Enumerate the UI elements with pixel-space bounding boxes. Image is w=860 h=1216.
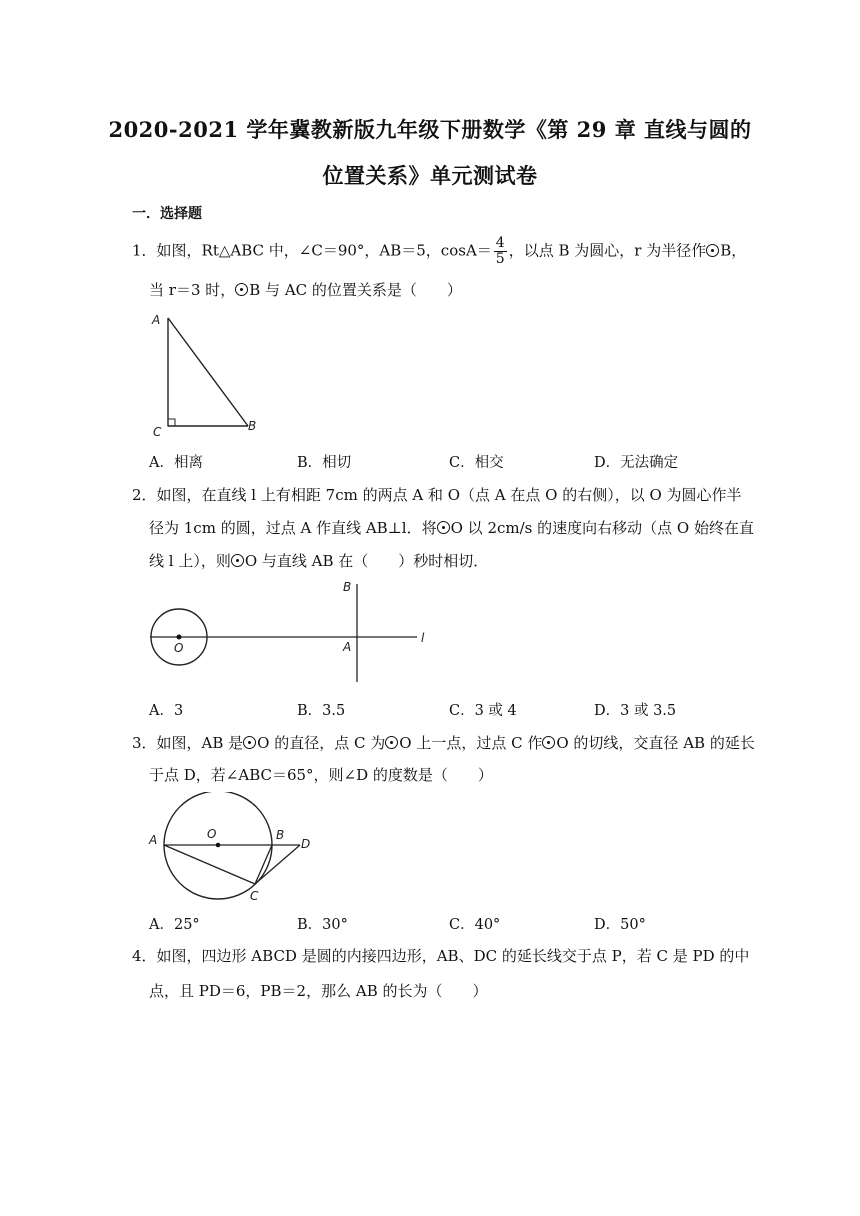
q3-label-a: A [149, 833, 158, 847]
q1-text-a: 1．如图，Rt△ABC 中，∠C＝90°，AB＝5，cosA＝ [132, 241, 492, 260]
q1-frac-den: 5 [495, 251, 505, 267]
q2-option-b[interactable]: B．3.5 [297, 703, 346, 719]
q1-fraction [494, 236, 507, 267]
q4-line-2: 点，且 PD＝6，PB＝2，那么 AB 的长为（ ） [149, 982, 488, 1000]
q3-text-d: O 的切线，交直径 AB 的延长 [556, 734, 755, 752]
q2-label-b: B [343, 580, 352, 594]
circle-dot-icon [542, 736, 555, 749]
q3-label-d: D [301, 837, 311, 851]
circle-dot-icon [243, 736, 256, 749]
circle-dot-icon [385, 736, 398, 749]
q1-label-b: B [248, 419, 257, 433]
title-line-1: 2020-2021 学年冀教新版九年级下册数学《第 29 章 直线与圆的 [108, 117, 752, 142]
q2-line-2 [149, 518, 754, 538]
q1-option-d[interactable]: D．无法确定 [594, 455, 679, 471]
q1-side-ab [168, 318, 248, 426]
q3-line-2: 于点 D，若∠ABC＝65°，则∠D 的度数是（ ） [149, 766, 493, 784]
q1-option-b[interactable]: B．相切 [297, 455, 352, 471]
q1-option-c[interactable]: C．相交 [449, 455, 504, 471]
q2-text-c: 线 l 上），则 [149, 552, 231, 570]
q3-label-c: C [250, 889, 259, 903]
q3-chord-bc [255, 845, 272, 884]
q3-text-a: 3．如图，AB 是 [132, 734, 244, 752]
circle-dot-icon [231, 554, 244, 567]
q2-line-1: 2．如图，在直线 l 上有相距 7cm 的两点 A 和 O（点 A 在点 O 的右侧），以 O 为圆心作半 [132, 486, 742, 504]
q2-text-d: O 与直线 AB 在（ ）秒时相切． [244, 552, 489, 570]
q1-text-e: B 与 AC 的位置关系是（ ） [249, 281, 462, 299]
q1-figure [148, 308, 268, 438]
q1-label-c: C [153, 425, 162, 438]
q1-line-1 [132, 236, 746, 267]
q2-label-o: O [174, 641, 184, 655]
q2-label-l: l [421, 631, 425, 645]
q3-label-b: B [276, 828, 285, 842]
section-heading: 一．选择题 [132, 206, 202, 222]
q3-line-1 [132, 733, 755, 753]
q3-text-c: O 上一点，过点 C 作 [399, 734, 543, 752]
q1-label-a: A [152, 313, 161, 327]
q3-center-dot [216, 843, 221, 848]
q1-frac-num: 4 [495, 235, 505, 251]
q2-center-dot [177, 635, 182, 640]
q2-text-a: 径为 1cm 的圆，过点 A 作直线 AB⊥l．将 [149, 519, 437, 537]
q1-text-b: ，以点 B 为圆心，r 为半径作 [508, 241, 707, 260]
circle-dot-icon [235, 283, 248, 296]
q2-line-3 [149, 551, 488, 571]
q3-label-o: O [207, 827, 217, 841]
q3-option-b[interactable]: B．30° [297, 917, 348, 933]
q4-line-1: 4．如图，四边形 ABCD 是圆的内接四边形，AB、DC 的延长线交于点 P，若 C 是 PD 的中 [132, 947, 750, 965]
q3-chord-ac [164, 845, 255, 884]
q2-option-d[interactable]: D．3 或 3.5 [594, 703, 677, 719]
title-line-2: 位置关系》单元测试卷 [322, 163, 538, 188]
q1-text-c: B， [720, 241, 747, 260]
q3-option-a[interactable]: A．25° [149, 917, 200, 933]
q2-option-a[interactable]: A．3 [149, 703, 184, 719]
q3-tangent-cd [255, 845, 300, 884]
right-angle-mark [168, 419, 175, 426]
q1-text-d: 当 r＝3 时， [149, 281, 236, 299]
q2-option-c[interactable]: C．3 或 4 [449, 703, 517, 719]
q2-label-a: A [343, 640, 352, 654]
circle-dot-icon [437, 521, 450, 534]
q3-figure [145, 792, 320, 904]
q3-text-b: O 的直径，点 C 为 [257, 734, 386, 752]
q2-text-b: O 以 2cm/s 的速度向右移动（点 O 始终在直 [450, 519, 754, 537]
q2-figure [145, 578, 440, 688]
circle-dot-icon [706, 244, 719, 257]
q1-option-a[interactable]: A．相离 [149, 455, 203, 471]
q3-option-d[interactable]: D．50° [594, 917, 646, 933]
q1-line-2 [149, 280, 462, 300]
q3-option-c[interactable]: C．40° [449, 917, 501, 933]
